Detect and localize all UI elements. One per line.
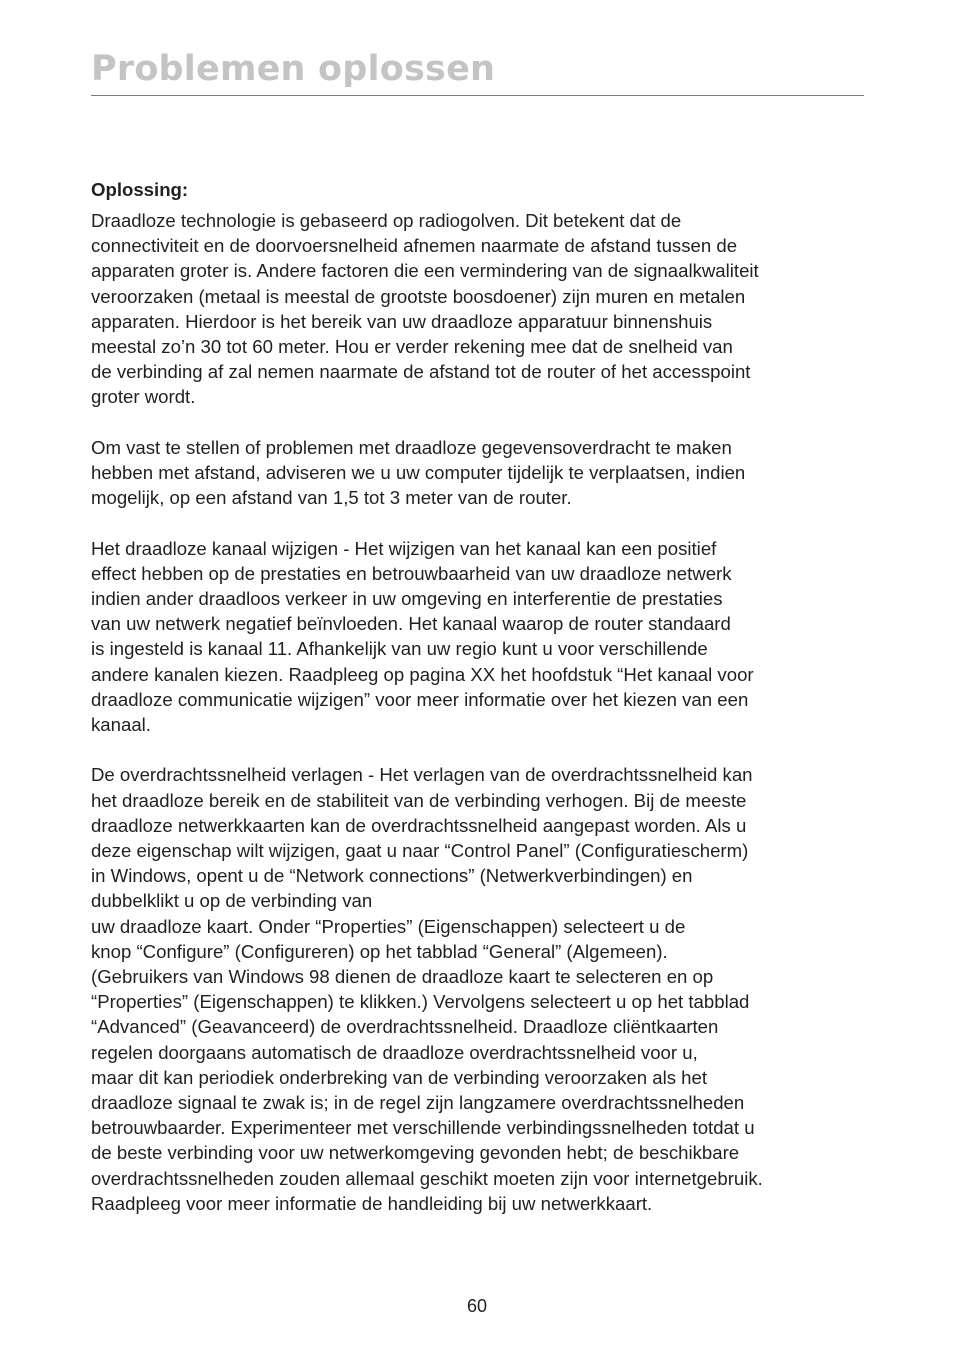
text-line: Draadloze technologie is gebaseerd op radiogolven. Dit betekent dat de — [91, 210, 682, 231]
text-line: van uw netwerk negatief beïnvloeden. Het kanaal waarop de router standaard — [91, 613, 731, 635]
text-line: de verbinding af zal nemen naarmate de afstand tot de router of het accesspoint — [91, 361, 751, 383]
text-line: hebben met afstand, adviseren we u uw computer tijdelijk te verplaatsen, indien — [91, 462, 746, 484]
page-number: 60 — [466, 1296, 488, 1316]
text-line: betrouwbaarder. Experimenteer met verschillende verbindingssnelheden totdat u — [91, 1117, 755, 1139]
text-line: De overdrachtssnelheid verlagen - Het verlagen van de overdrachtssnelheid kan — [91, 764, 753, 786]
title-divider — [91, 95, 864, 96]
text-line: deze eigenschap wilt wijzigen, gaat u naar “Control Panel” (Configuratiescherm) — [91, 840, 749, 862]
text-line: Om vast te stellen of problemen met draadloze gegevensoverdracht te maken — [91, 436, 732, 458]
main-content — [91, 177, 881, 1216]
text-line: het draadloze bereik en de stabiliteit van de verbinding verhogen. Bij de meeste — [91, 789, 747, 811]
text-line: effect hebben op de prestaties en betrouwbaarheid van uw draadloze netwerk — [91, 562, 732, 584]
text-line: uw draadloze kaart. Onder “Properties” (Eigenschappen) selecteert u de — [91, 915, 686, 937]
text-line: connectiviteit en de doorvoersnelheid afnemen naarmate de afstand tussen de — [91, 235, 738, 257]
text-line: andere kanalen kiezen. Raadpleeg op pagina XX het hoofdstuk “Het kanaal voor — [91, 663, 754, 685]
text-line: maar dit kan periodiek onderbreking van de verbinding veroorzaken als het — [91, 1066, 708, 1088]
paragraph-lower-transfer-rate — [91, 762, 881, 1216]
text-line: de beste verbinding voor uw netwerkomgeving gevonden hebt; de beschikbare — [91, 1142, 740, 1164]
text-line: draadloze communicatie wijzigen” voor meer informatie over het kiezen van een — [91, 688, 749, 710]
text-line: in Windows, opent u de “Network connections” (Netwerkverbindingen) en — [91, 865, 693, 887]
text-line: regelen doorgaans automatisch de draadloze overdrachtssnelheid voor u, — [91, 1041, 698, 1063]
text-line: knop “Configure” (Configureren) op het tabblad “General” (Algemeen). — [91, 940, 668, 962]
paragraph-wireless-technology — [91, 208, 881, 410]
text-line: groter wordt. — [91, 386, 196, 408]
section-heading: Oplossing: — [91, 179, 189, 200]
paragraph-distance-test — [91, 435, 881, 511]
page-title: Problemen oplossen — [91, 49, 496, 89]
text-line: meestal zo’n 30 tot 60 meter. Hou er verder rekening mee dat de snelheid van — [91, 336, 733, 358]
text-line: draadloze netwerkkaarten kan de overdrachtssnelheid aangepast worden. Als u — [91, 814, 747, 836]
text-line: “Advanced” (Geavanceerd) de overdrachtssnelheid. Draadloze cliëntkaarten — [91, 1016, 719, 1038]
text-line: kanaal. — [91, 714, 151, 736]
text-line: mogelijk, op een afstand van 1,5 tot 3 meter van de router. — [91, 487, 572, 509]
paragraph-change-channel — [91, 536, 881, 738]
text-line: apparaten groter is. Andere factoren die een vermindering van de signaalkwaliteit — [91, 260, 759, 282]
text-line: (Gebruikers van Windows 98 dienen de draadloze kaart te selecteren en op — [91, 966, 714, 988]
text-line: overdrachtssnelheden zouden allemaal geschikt moeten zijn voor internetgebruik. — [91, 1167, 763, 1189]
text-line: indien ander draadloos verkeer in uw omgeving en interferentie de prestaties — [91, 588, 723, 610]
text-line: is ingesteld is kanaal 11. Afhankelijk van uw regio kunt u voor verschillende — [91, 638, 708, 660]
text-line: apparaten. Hierdoor is het bereik van uw draadloze apparatuur binnenshuis — [91, 310, 713, 332]
text-line: Het draadloze kanaal wijzigen - Het wijzigen van het kanaal kan een positief — [91, 537, 717, 559]
text-line: veroorzaken (metaal is meestal de grootste boosdoener) zijn muren en metalen — [91, 285, 746, 307]
text-line: draadloze signaal te zwak is; in de regel zijn langzamere overdrachtssnelheden — [91, 1092, 745, 1114]
text-line: dubbelklikt u op de verbinding van — [91, 890, 373, 912]
text-line: Raadpleeg voor meer informatie de handleiding bij uw netwerkkaart. — [91, 1192, 653, 1214]
text-line: “Properties” (Eigenschappen) te klikken.) Vervolgens selecteert u op het tabblad — [91, 991, 750, 1013]
